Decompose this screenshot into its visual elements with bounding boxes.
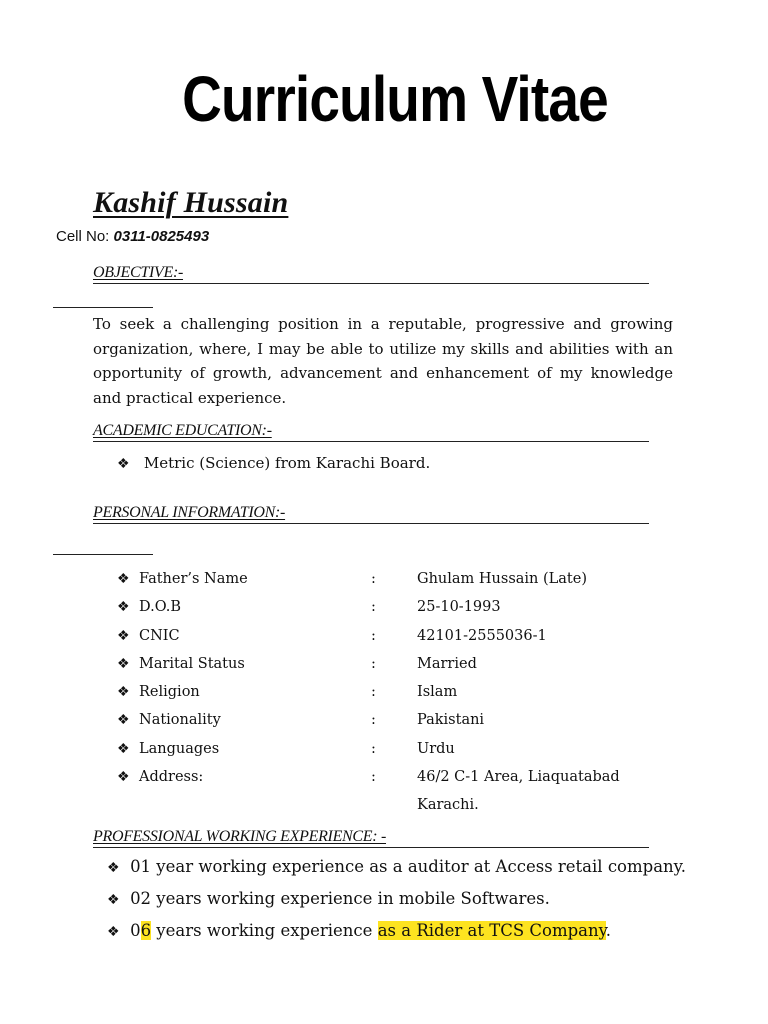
- info-value: 46/2 C-1 Area, Liaquatabad: [417, 769, 620, 785]
- bullet-icon: ❖: [117, 571, 130, 587]
- info-row-religion: [117, 681, 458, 703]
- info-label: D.O.B: [139, 599, 182, 615]
- experience-text-suffix: .: [605, 921, 611, 940]
- bullet-icon: ❖: [117, 599, 130, 615]
- info-value: Pakistani: [417, 712, 485, 728]
- info-row-marital-status: [117, 653, 477, 675]
- info-colon: :: [371, 571, 376, 587]
- info-value: Urdu: [417, 741, 455, 757]
- info-label: Father’s Name: [139, 571, 248, 587]
- heading-academic: [93, 421, 649, 442]
- bullet-icon: ❖: [117, 741, 130, 757]
- bullet-icon: ❖: [107, 892, 120, 908]
- cell-number-line: [56, 228, 209, 245]
- education-item: [117, 454, 430, 472]
- info-row-nationality: [117, 709, 485, 731]
- info-colon: :: [371, 599, 376, 615]
- heading-personal-text: PERSONAL INFORMATION:-: [93, 504, 286, 521]
- heading-personal: [93, 503, 649, 524]
- bullet-icon: ❖: [107, 860, 120, 876]
- info-value: Ghulam Hussain (Late): [417, 571, 587, 587]
- education-text: Metric (Science) from Karachi Board.: [143, 454, 431, 472]
- info-value: Karachi.: [417, 797, 479, 813]
- info-colon: :: [371, 741, 376, 757]
- experience-item: [107, 889, 550, 908]
- experience-item: [107, 921, 611, 940]
- bullet-icon: ❖: [117, 456, 130, 472]
- candidate-name: Kashif Hussain: [93, 186, 289, 219]
- cell-number: 0311-0825493: [113, 228, 210, 245]
- bullet-icon: ❖: [117, 684, 130, 700]
- info-row-dob: [117, 596, 501, 618]
- heading-professional: [93, 827, 649, 848]
- info-value: Islam: [417, 684, 458, 700]
- info-label: CNIC: [139, 628, 180, 644]
- experience-text-prefix: 0: [130, 921, 141, 940]
- info-colon: :: [371, 684, 376, 700]
- info-row-cnic: [117, 625, 547, 647]
- heading-objective: [93, 263, 649, 284]
- info-row-fathers-name: [117, 568, 587, 590]
- highlighted-digit: 6: [140, 921, 152, 940]
- divider-line: [53, 554, 153, 555]
- info-colon: :: [371, 628, 376, 644]
- experience-text-middle: years working experience: [151, 921, 378, 940]
- cell-label: Cell No:: [56, 228, 110, 245]
- info-label: Marital Status: [139, 656, 245, 672]
- info-label: Nationality: [139, 712, 221, 728]
- bullet-icon: ❖: [117, 628, 130, 644]
- info-value: Married: [417, 656, 477, 672]
- info-label: Address:: [139, 769, 204, 785]
- info-label: Languages: [139, 741, 220, 757]
- info-colon: :: [371, 712, 376, 728]
- bullet-icon: ❖: [117, 769, 130, 785]
- highlighted-text: as a Rider at TCS Company: [377, 921, 606, 940]
- experience-item: [107, 857, 686, 876]
- info-value: 25-10-1993: [417, 599, 501, 615]
- bullet-icon: ❖: [117, 712, 130, 728]
- info-colon: :: [371, 656, 376, 672]
- heading-academic-text: ACADEMIC EDUCATION:-: [93, 422, 272, 439]
- experience-text: 01 year working experience as a auditor at Access retail company.: [130, 857, 687, 876]
- document-title: Curriculum Vitae: [182, 63, 608, 135]
- heading-objective-text: OBJECTIVE:-: [93, 264, 184, 281]
- info-colon: :: [371, 769, 376, 785]
- heading-professional-text: PROFESSIONAL WORKING EXPERIENCE: -: [93, 828, 387, 845]
- divider-line: [53, 307, 153, 308]
- experience-text: 02 years working experience in mobile Softwares.: [130, 889, 550, 908]
- objective-paragraph: To seek a challenging position in a reputable, progressive and growing organization, where, I may be able to utilize my skills and abilities with an opportunity of growth, advancement and enhancement of my knowledge and practical experience.: [93, 315, 673, 407]
- info-row-address: [117, 766, 620, 788]
- info-value: 42101-2555036-1: [417, 628, 547, 644]
- info-row-languages: [117, 738, 455, 760]
- bullet-icon: ❖: [117, 656, 130, 672]
- bullet-icon: ❖: [107, 924, 120, 940]
- info-label: Religion: [139, 684, 200, 700]
